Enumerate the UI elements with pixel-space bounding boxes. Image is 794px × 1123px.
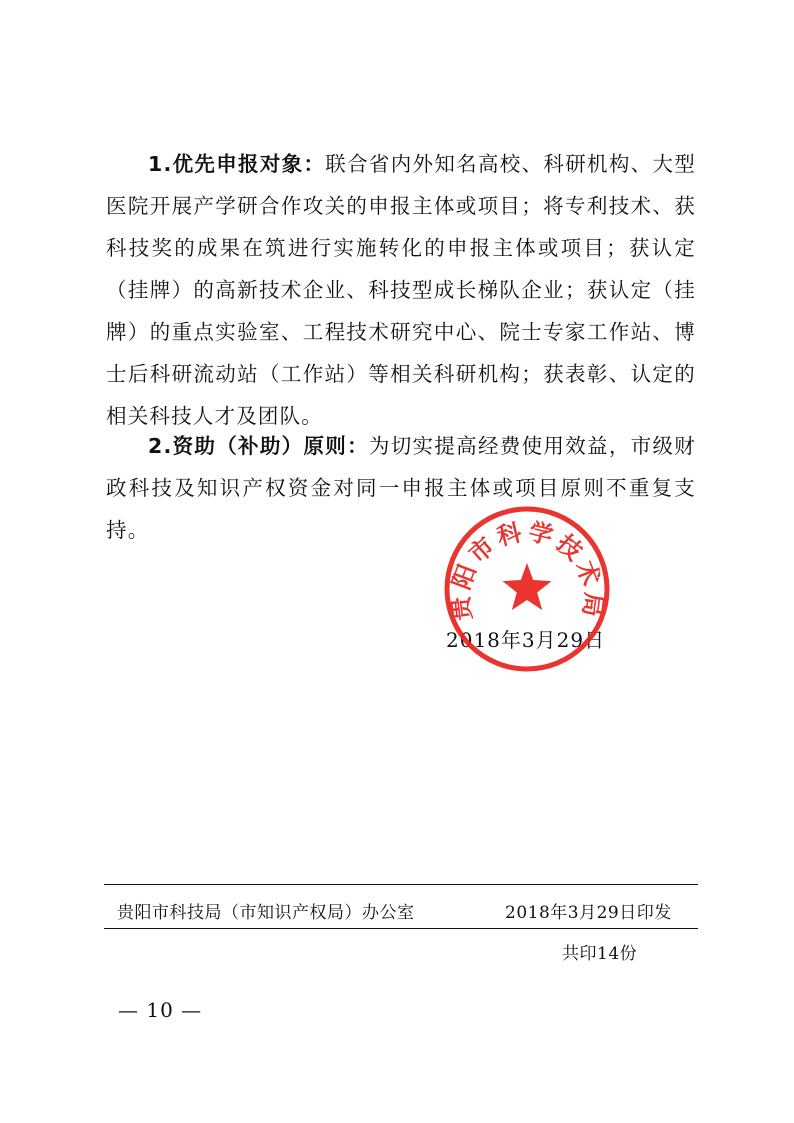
issue-date: 2018年3月29日: [446, 628, 606, 652]
paragraph-priority-applicants: [106, 143, 696, 437]
issuing-office: 贵阳市科技局（市知识产权局）办公室: [117, 903, 415, 923]
paragraph-lead: 1.优先申报对象：: [148, 152, 326, 176]
paragraph-body: 联合省内外知名高校、科研机构、大型医院开展产学研合作攻关的申报主体或项目；将专利技术、获科技奖的成果在筑进行实施转化的申报主体或项目；获认定（挂牌）的高新技术企业、科技型成长梯队企业；获认定（挂牌）的重点实验室、工程技术研究中心、院士专家工作站、博士后科研流动站（工作站）等相关科研机构；获表彰、认定的相关科技人才及团队。: [106, 152, 696, 428]
paragraph-lead: 2.资助（补助）原则：: [148, 434, 369, 458]
seal-text: 贵阳市科学技术局: [445, 517, 609, 623]
star-icon: [503, 563, 552, 610]
official-seal-stamp: [442, 504, 612, 674]
page-number: — 10 —: [118, 998, 203, 1022]
divider-line: [104, 928, 698, 929]
divider-line: [104, 884, 698, 885]
copy-count: 共印14份: [562, 944, 638, 964]
paragraph-body: 为切实提高经费使用效益，市级财政科技及知识产权资金对同一申报主体或项目原则不重复支持。: [106, 434, 696, 542]
print-date: 2018年3月29日印发: [505, 903, 672, 923]
